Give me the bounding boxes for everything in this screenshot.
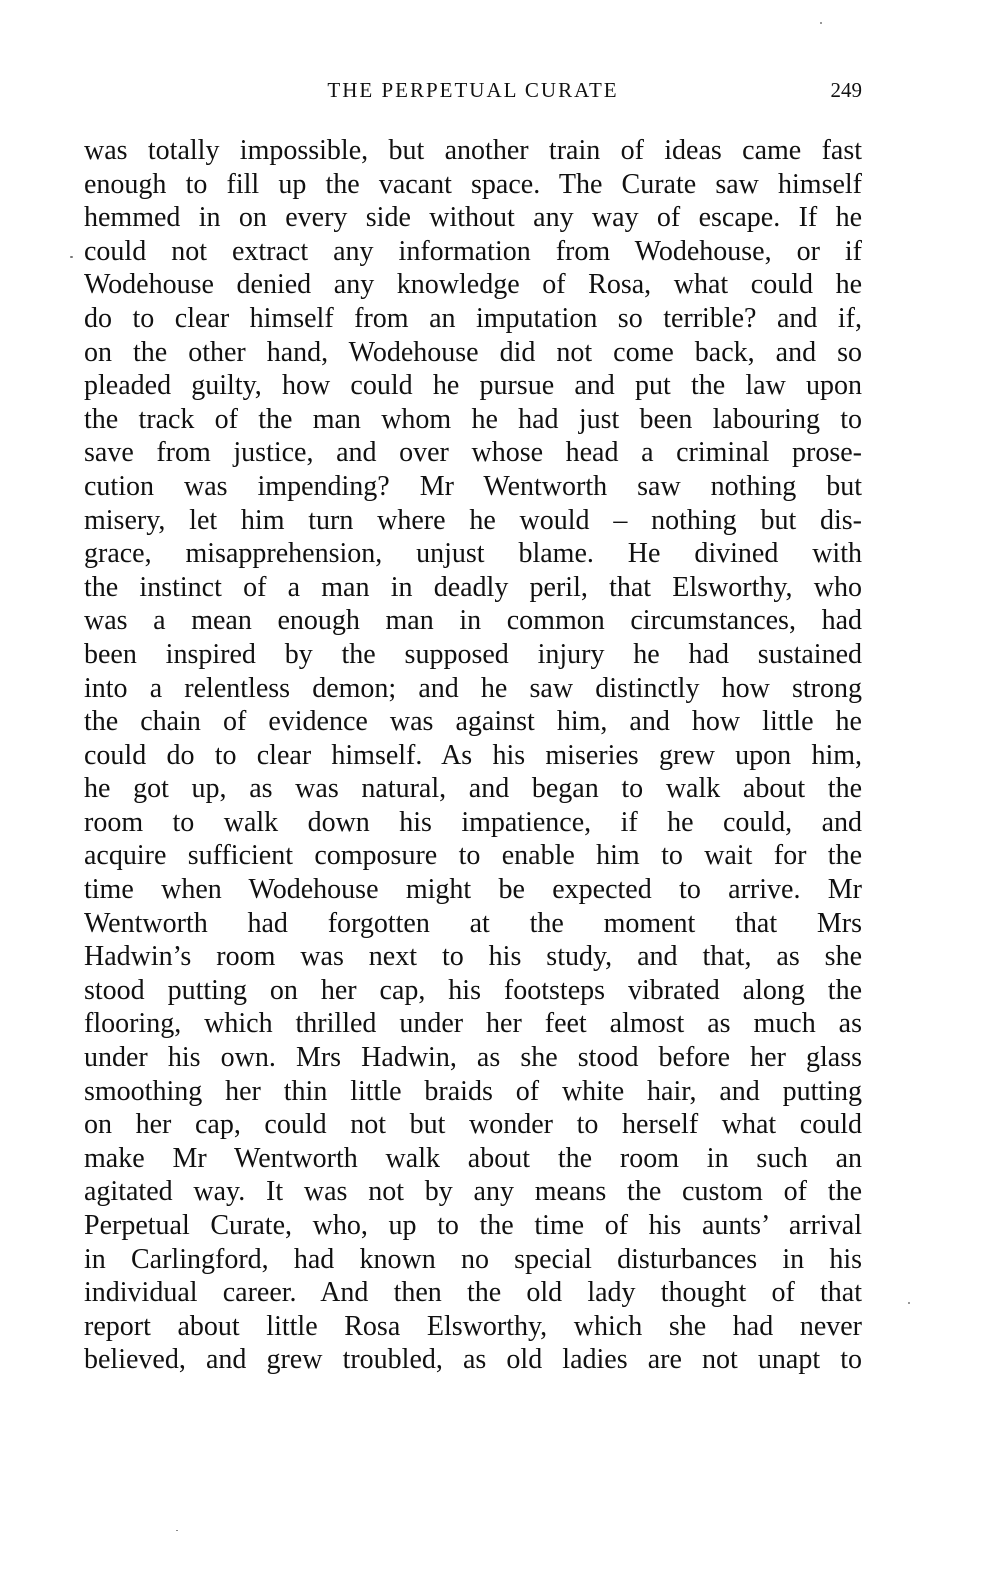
running-title: THE PERPETUAL CURATE [327,78,619,102]
text-line: time when Wodehouse might be expected to arrive. Mr [84,874,862,906]
text-line: smoothing her thin little braids of white hair, and putting [84,1075,862,1107]
text-line: cution was impending? Mr Wentworth saw nothing but [84,470,862,502]
text-line: could not extract any information from Wodehouse, or if [84,235,862,267]
scan-speck [70,256,73,258]
text-line: pleaded guilty, how could he pursue and put the law upon [84,370,862,402]
text-line: Hadwin’s room was next to his study, and that, as she [84,941,862,973]
text-line: stood putting on her cap, his footsteps vibrated along the [84,974,862,1006]
text-line: room to walk down his impatience, if he could, and [84,806,862,838]
text-line: individual career. And then the old lady thought of that [84,1277,862,1309]
text-line: enough to fill up the vacant space. The Curate saw himself [84,168,862,200]
text-line: believed, and grew troubled, as old ladies are not unapt to [84,1344,862,1376]
text-line: the instinct of a man in deadly peril, that Elsworthy, who [84,571,862,603]
text-line: could do to clear himself. As his miseries grew upon him, [84,739,862,771]
text-line: flooring, which thrilled under her feet almost as much as [84,1008,862,1040]
text-line: into a relentless demon; and he saw distinctly how strong [84,672,862,704]
text-line: hemmed in on every side without any way of escape. If he [84,202,862,234]
text-line: do to clear himself from an imputation so terrible? and if, [84,302,862,334]
text-line: save from justice, and over whose head a criminal prose- [84,437,862,469]
text-line: acquire sufficient composure to enable him to wait for the [84,840,862,872]
text-line: been inspired by the supposed injury he had sustained [84,638,862,670]
text-line: was totally impossible, but another train of ideas came fast [84,135,862,166]
text-line: the chain of evidence was against him, and how little he [84,706,862,738]
text-line: misery, let him turn where he would – nothing but dis- [84,504,862,536]
text-line: grace, misapprehension, unjust blame. He divined with [84,538,862,570]
text-line: Wentworth had forgotten at the moment that Mrs [84,907,862,939]
text-line: under his own. Mrs Hadwin, as she stood before her glass [84,1042,862,1074]
running-head [84,78,862,108]
text-line: on the other hand, Wodehouse did not come back, and so [84,336,862,368]
scan-speck [908,1302,910,1304]
text-line: the track of the man whom he had just been labouring to [84,403,862,435]
text-line: he got up, as was natural, and began to walk about the [84,773,862,805]
text-line: make Mr Wentworth walk about the room in such an [84,1142,862,1174]
text-line: was a mean enough man in common circumstances, had [84,605,862,637]
text-line: on her cap, could not but wonder to herself what could [84,1109,862,1141]
scan-speck [176,1530,178,1531]
text-line: report about little Rosa Elsworthy, which she had never [84,1310,862,1342]
scan-speck [820,22,822,24]
page-number: 249 [830,78,862,102]
text-line: agitated way. It was not by any means the custom of the [84,1176,862,1208]
text-line: Wodehouse denied any knowledge of Rosa, what could he [84,269,862,301]
text-line: in Carlingford, had known no special disturbances in his [84,1243,862,1275]
body-text [84,134,862,1377]
text-line: Perpetual Curate, who, up to the time of his aunts’ arrival [84,1210,862,1241]
